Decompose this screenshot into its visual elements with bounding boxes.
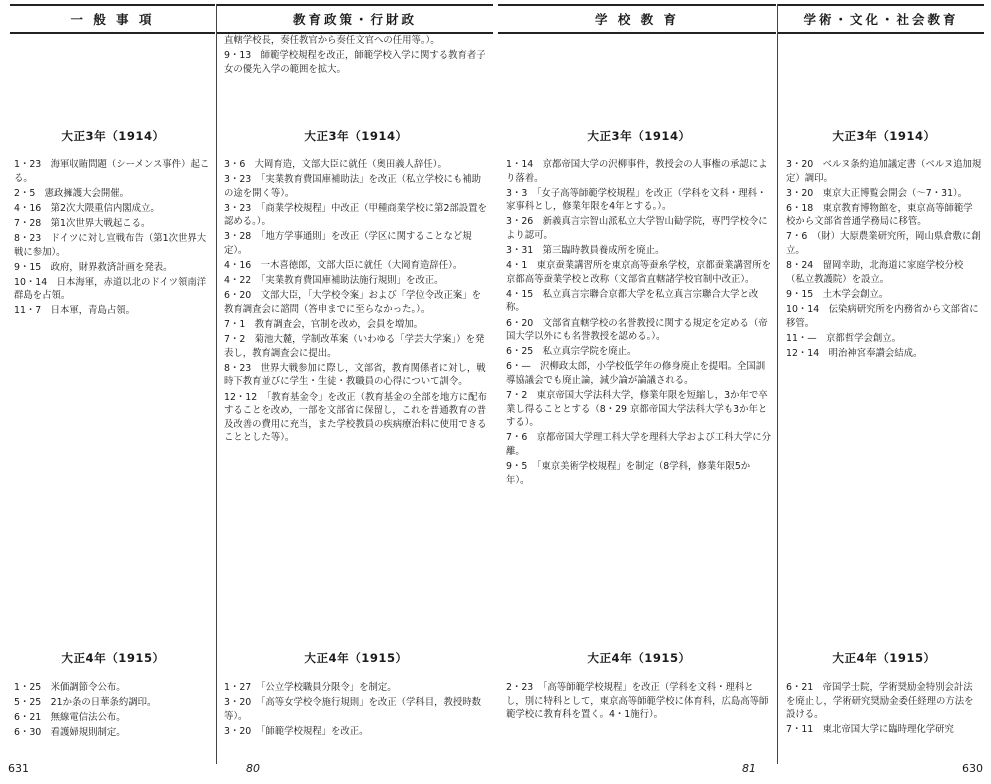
entry: 9・15 政府，財界救済計画を発表。 [14,261,173,273]
entry-list [506,158,772,489]
entry: 3・31 第三臨時教員養成所を廃止。 [506,245,665,257]
entry: 12・14 明治神宮奉讃会結成。 [786,347,923,359]
page-number-center-left: 80 [246,762,260,775]
entry: 7・2 菊池大麓，学制改革案（いわゆる「学芸大学案」）を発表し，教育調査会に提出。 [224,334,485,359]
entry: 7・1 教育調査会，官制を改め，会員を増加。 [224,319,424,331]
header-school-education: 学 校 教 育 [498,4,776,34]
entry: 3・23 「商業学校規程」中改正（甲種商業学校に第2部設置を認める。）。 [224,202,487,228]
entry: 6・20 文部大臣，「大学校令案」および「学位令改正案」を教育調査会に諮問（答申までに至らなかった。）。 [224,290,481,315]
entry: 4・1 東京蚕業講習所を東京高等蚕糸学校，京都蚕業講習所を京都高等蚕業学校と改称（文部省直轄諸学校官制中改正）。 [506,260,772,285]
entry: 11・— 京都哲学会創立。 [786,332,902,344]
entry: 7・6 （財）大原農業研究所，岡山県倉敷に創立。 [786,231,981,257]
entry: 1・25 米価調節令公布。 [14,682,126,693]
entry: 3・26 新義真言宗智山派私立大学智山勧学院，専門学校令により認可。 [506,216,768,241]
entry: 3・23 「実業教育費国庫補助法」を改正（私立学校にも補助の途を開く等）。 [224,174,481,199]
entry: 12・12 「教育基金令」を改正（教育基金の全部を地方に配布することを改め，一部を文部省に保留し，これを普通教育の普及改善の費用に充当，また学校教員の疾病療治料に使用できることとした等）。 [224,391,487,444]
entry-list [14,681,212,741]
header-academic-culture: 学術・文化・社会教育 [778,4,984,34]
entry: 1・27 「公立学校職員分限令」を制定。 [224,682,397,693]
column-divider [777,4,778,764]
right-page [496,0,991,784]
entry-list [224,681,488,740]
entry-list [786,158,982,362]
year-heading: 大正3年（1914） [587,129,691,143]
entry: 6・20 文部省直轄学校の名誉教授に関する規定を定める（帝国大学以外にも名誉教授を認める。）。 [506,317,768,343]
entry: 直轄学校長，奏任教官から奏任文官への任用等。）。 [224,35,440,46]
entry: 6・25 私立真宗学院を廃止。 [506,346,637,358]
page-number-left: 631 [8,762,29,775]
column-education-policy [224,34,488,737]
entry: 8・23 ドイツに対し宣戦布告（第1次世界大戦に参加）。 [14,232,207,258]
entry: 3・20 東京大正博覧会開会（～7・31）。 [786,187,968,199]
entry: 3・28 「地方学事通則」を改正（学区に関することなど規定）。 [224,231,472,257]
entry: 4・16 一木喜徳郎，文部大臣に就任（大岡育造辞任）。 [224,260,463,272]
entry: 3・20 ベルヌ条約追加議定書（ベルヌ追加規定）調印。 [786,159,982,184]
entry: 11・7 日本軍，青島占領。 [14,305,136,317]
entry: 7・11 東北帝国大学に臨時理化学研究 [786,724,954,736]
entry: 7・6 京都帝国大学理工科大学を理科大学および工科大学に分離。 [506,432,772,457]
entry-list [14,158,212,320]
entry: 3・20 「高等女学校令施行規則」を改正（学科目，教授時数等）。 [224,697,481,722]
entry: 6・— 沢柳政太郎，小学校低学年の修身廃止を提唱。全国訓導協議会でも廃止論，減少論が論議される。 [506,361,766,386]
entry: 6・30 看護婦規則制定。 [14,727,126,739]
year-heading: 大正3年（1914） [832,129,936,143]
entry: 2・23 「高等師範学校規程」を改正（学科を文科・理科とし，別に特科として，東京高等師範学校に体育科，広島高等師範学校に教育科を置く。4・1施行）。 [506,682,769,721]
year-heading: 大正4年（1915） [304,651,408,665]
entry: 6・21 無線電信法公布。 [14,712,126,724]
year-heading: 大正4年（1915） [61,651,165,665]
left-page [0,0,495,784]
year-heading: 大正3年（1914） [61,129,165,143]
entry: 1・14 京都帝国大学の沢柳事件，教授会の人事権の承認により落着。 [506,159,768,184]
year-heading: 大正4年（1915） [832,651,936,665]
page-number-center-right: 81 [742,762,756,775]
entry: 4・22 「実業教育費国庫補助法施行規則」を改正。 [224,275,444,287]
entry: 10・14 伝染病研究所を内務省から文部省に移管。 [786,303,979,329]
header-general-affairs: 一 般 事 項 [10,4,215,34]
page-number-right: 630 [962,762,983,775]
entry: 7・2 東京帝国大学法科大学，修業年限を短縮し，3か年で卒業し得ることとする（8・29 京都帝国大学法科大学も3か年とする）。 [506,390,768,429]
entry: 5・25 21か条の日華条約調印。 [14,697,157,709]
year-heading: 大正3年（1914） [304,129,408,143]
column-divider [216,4,217,764]
entry: 1・23 海軍収賄問題（シーメンス事件）起こる。 [14,159,210,184]
year-heading: 大正4年（1915） [587,651,691,665]
entry-list [224,158,488,446]
entry: 6・21 帝国学士院，学術奨励金特別会計法を廃止し，学術研究奨励金委任経理の方法を設ける。 [786,682,974,721]
entry: 9・15 土木学会創立。 [786,288,889,300]
entry: 8・24 留岡幸助，北海道に家庭学校分校（私立教護院）を設立。 [786,260,964,285]
entry: 9・5 「東京美術学校規程」を制定（8学科，修業年限5か年）。 [506,460,751,486]
entry: 3・20 「師範学校規程」を改正。 [224,725,369,737]
entry: 2・5 憲政擁護大会開催。 [14,187,130,199]
entry: 3・6 大岡育造，文部大臣に就任（奥田義人辞任）。 [224,159,447,170]
entry: 4・16 第2次大隈重信内閣成立。 [14,202,160,214]
entry: 7・28 第1次世界大戦起こる。 [14,217,151,229]
entry-list [786,681,982,738]
entry: 6・18 東京教育博物館を，東京高等師範学校から文部省普通学務局に移管。 [786,202,973,228]
entry: 8・23 世界大戦参加に際し，文部省，教育関係者に対し，戦時下教育並びに学生・生徒・教職員の心得について訓令。 [224,362,486,388]
entry: 4・15 私立真言宗聯合京都大学を私立真言宗聯合大学と改称。 [506,288,759,314]
entry: 3・3 「女子高等師範学校規程」を改正（学科を文科・理科・家事科とし，修業年限を4年とする。）。 [506,187,767,213]
header-education-policy: 教育政策・行財政 [217,4,493,34]
entry: 9・13 師範学校規程を改正，師範学校入学に関する教育者子女の優先入学の範囲を拡大。 [224,50,486,75]
entry: 10・14 日本海軍，赤道以北のドイツ領南洋群島を占領。 [14,276,207,302]
entry-list [506,681,772,723]
